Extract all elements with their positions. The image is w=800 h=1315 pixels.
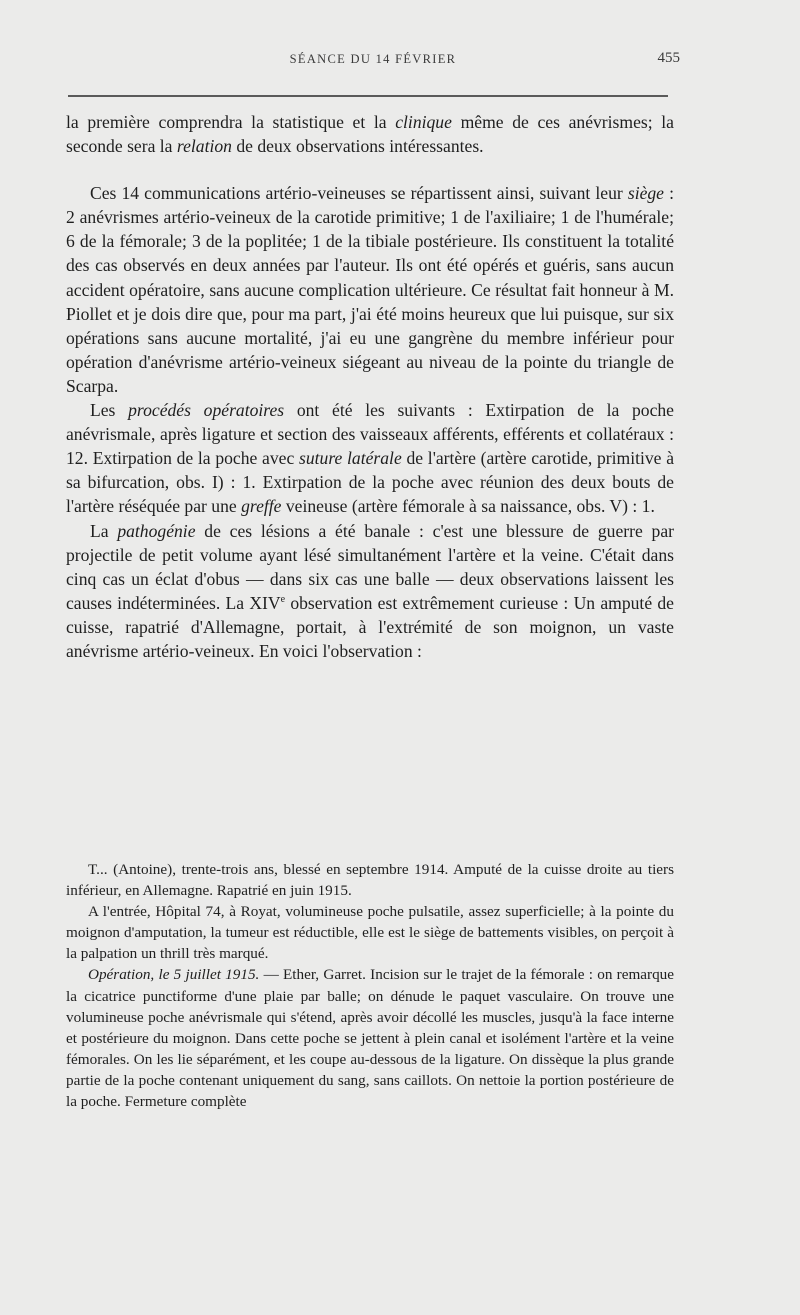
- paragraph-4: [66, 519, 674, 664]
- text-run: : 2 anévrismes artério-veineux de la carotide primitive; 1 de l'axiliaire; 1 de l'humérale; 6 de la fémorale; 3 de la poplitée; 1 de la tibiale postérieure. Ils constituent la totalité des cas observés en deux années par l'auteur. Ils ont été opérés et guéris, sans aucun accident opératoire, sans aucune complication ultérieure. Ce résultat fait honneur à M. Piollet et je dois dire que, pour ma part, j'ai été moins heureux que lui puisque, sur six opérations sans aucune mortalité, j'ai eu une gangrène du membre inférieur pour opération d'anévrisme artério-veineux siégeant au niveau de la pointe du triangle de Scarpa.: [66, 183, 674, 396]
- text-run: de ces lésions a été banale : c'est une blessure de guerre par projectile de petit volume ayant lésé simultanément l'artère et la veine. C'était dans cinq cas un éclat d'obus — dans six cas une balle — deux observations laissent les causes indéterminées. La XIV: [66, 520, 674, 613]
- paragraph-1: [66, 110, 674, 158]
- text-run: La: [90, 520, 118, 541]
- running-header: [66, 52, 680, 78]
- observation-paragraph-2: A l'entrée, Hôpital 74, à Royat, volumineuse poche pulsatile, assez superficielle; à la pointe du moignon d'amputation, la tumeur est réductible, elle est le siège de battements visibles, on perçoit à la palpation un thrill très marqué.: [66, 903, 674, 963]
- emphasis: pathogénie: [117, 520, 196, 541]
- text-run: Ces 14 communications artério-veineuses se répartissent ainsi, suivant leur: [90, 183, 628, 204]
- text-run: même de ces anévrismes; la seconde sera la: [66, 112, 674, 157]
- paragraph-2: [66, 181, 674, 398]
- emphasis: Opération, le 5 juillet 1915.: [88, 966, 260, 984]
- emphasis: clinique: [395, 112, 452, 132]
- observation-paragraph-3: [66, 964, 674, 1112]
- emphasis: greffe: [241, 496, 282, 517]
- text-run: veineuse (artère fémorale à sa naissance, obs. V) : 1.: [281, 496, 655, 517]
- text-run: de deux observations intéressantes.: [231, 136, 484, 157]
- text-run: la première comprendra la statistique et la: [66, 112, 396, 132]
- header-rule: [68, 95, 668, 97]
- text-run: observation est extrêmement curieuse : Un amputé de cuisse, rapatrié d'Allemagne, portait, à l'extrémité de son moignon, un vaste anévrisme artério-veineux. En voici l'observation :: [66, 592, 674, 661]
- page-number: 455: [657, 50, 680, 66]
- text-run: ont été les suivants : Extirpation de la poche anévrismale, après ligature et section des vaisseaux afférents, efférents et collatéraux : 12. Extirpation de la poche avec: [66, 400, 674, 469]
- text-run: Les: [90, 400, 129, 421]
- observation-paragraph-1: T... (Antoine), trente-trois ans, blessé en septembre 1914. Amputé de la cuisse droite au tiers inférieur, en Allemagne. Rapatrié en juin 1915.: [66, 861, 674, 900]
- paragraph-3: [66, 398, 674, 518]
- text-run: de l'artère (artère carotide, primitive à sa bifurcation, obs. I) : 1. Extirpation de la poche avec réunion des deux bouts de l'artère réséquée par une: [66, 448, 675, 517]
- emphasis: siège: [627, 183, 664, 204]
- observation-block: [66, 859, 674, 1112]
- superscript: e: [280, 593, 286, 605]
- header-title: SÉANCE DU 14 FÉVRIER: [289, 52, 457, 66]
- main-text: [66, 110, 674, 663]
- emphasis: procédés opératoires: [128, 400, 285, 421]
- text-run: — Ether, Garret. Incision sur le trajet de la fémorale : on remarque la cicatrice punctiforme d'une plaie par balle; on dénude le paquet vasculaire. On trouve une volumineuse poche anévrismale qui s'étend, après avoir décollé les muscles, jusqu'à la face interne et postérieure du moignon. Dans cette poche se jettent à plein canal et isolément l'artère et la veine fémorales. On les lie séparément, et les coupe au-dessous de la ligature. On dissèque la plus grande partie de la poche contenant uniquement du sang, sans caillots. On nettoie la portion postérieure de la poche. Fermeture complète: [66, 966, 674, 1111]
- emphasis: suture latérale: [298, 448, 402, 469]
- emphasis: relation: [176, 136, 232, 157]
